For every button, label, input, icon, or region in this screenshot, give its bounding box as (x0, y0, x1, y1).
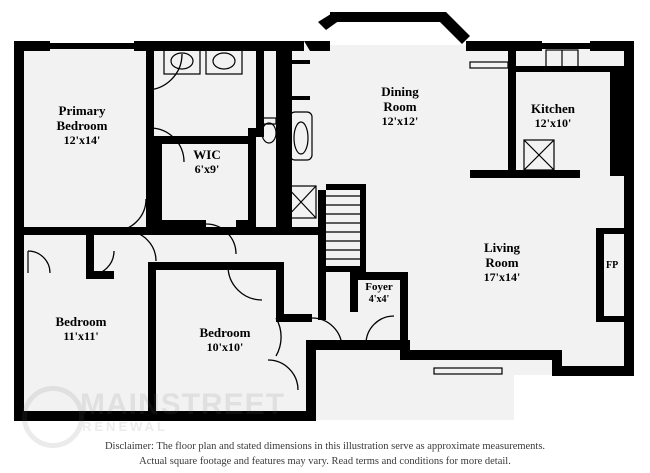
room-dim: 12'x10' (534, 115, 572, 130)
room-name: Bedroom (199, 325, 251, 340)
room-name-2: Bedroom (56, 117, 108, 133)
room-name: Bedroom (55, 314, 107, 329)
disclaimer (0, 439, 650, 469)
room-name-2: Room (485, 254, 519, 270)
room-name: Foyer (365, 281, 393, 293)
room-name: Kitchen (530, 101, 576, 116)
disclaimer-line-2: Actual square footage and features may vary. Read terms and conditions for more detail. (139, 455, 511, 467)
room-dim: 6'x9' (194, 161, 220, 176)
room-dim: 17'x14' (483, 269, 521, 284)
room-dim: 12'x12' (381, 113, 419, 128)
room-name-2: Room (383, 98, 417, 114)
room-dim: 4'x4' (368, 293, 390, 305)
disclaimer-line-1: Disclaimer: The floor plan and stated dimensions in this illustration serve as approximate measurements. (104, 440, 546, 452)
room-dim: 11'x11' (63, 328, 99, 343)
room-name: Primary (58, 103, 106, 118)
room-name: Dining (381, 84, 419, 99)
room-dim: 12'x14' (63, 132, 101, 147)
room-name: Living (483, 240, 521, 255)
watermark-line2: RENEWAL (82, 419, 168, 434)
room-dim: 10'x10' (206, 339, 244, 354)
room-name: WIC (193, 147, 221, 162)
fireplace-label: FP (606, 260, 619, 271)
